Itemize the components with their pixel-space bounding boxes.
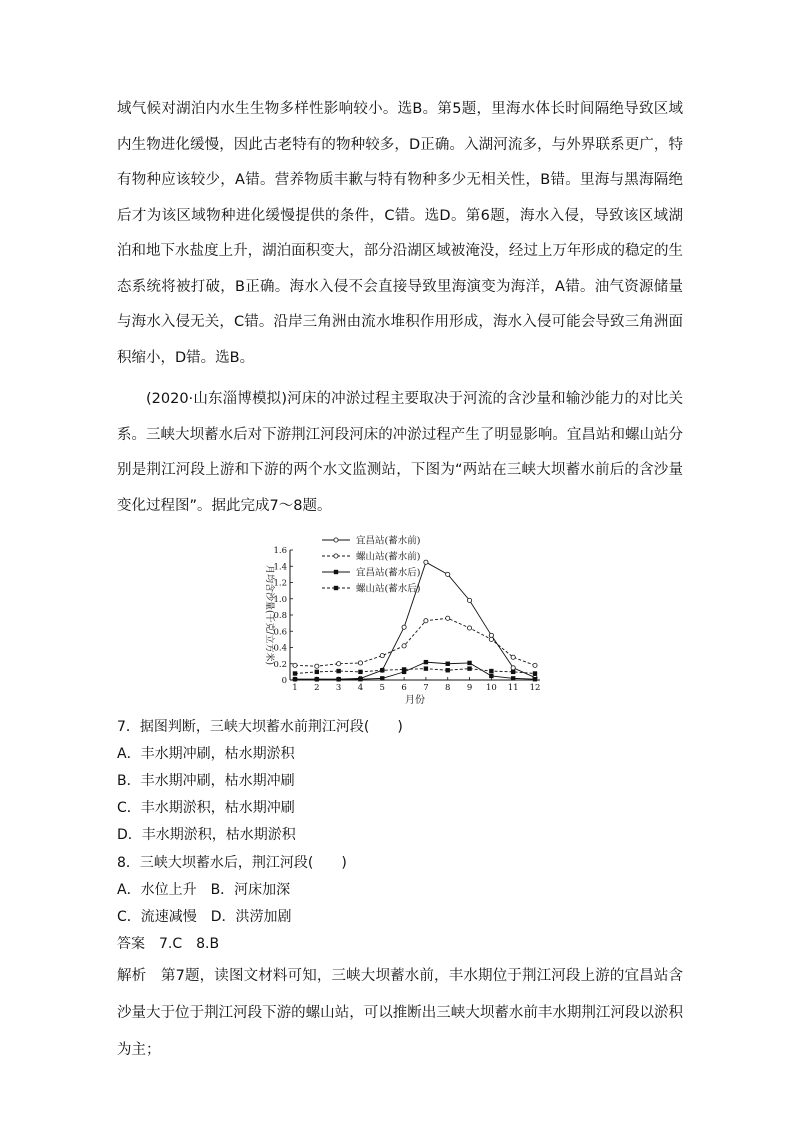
data-point (511, 655, 515, 659)
sediment-chart (250, 530, 555, 710)
legend-label: 宜昌站(蓄水前) (356, 535, 421, 547)
data-point (315, 677, 319, 681)
data-point (402, 667, 406, 671)
question-8-stem: 8．三峡大坝蓄水后，荆江河段( ) (117, 855, 347, 871)
data-point (446, 616, 450, 620)
data-point (402, 644, 406, 648)
x-tick-label: 11 (507, 683, 519, 693)
y-tick-label: 0.6 (273, 627, 287, 638)
analysis-continued-paragraph: 域气候对湖泊内水生生物多样性影响较小。选B。第5题，里海水体长时间隔绝导致区域内生物进化缓慢，因此古老特有的物种较多，D正确。入湖河流多，与外界联系更广，特有物种应该较少，A错。营养物质丰歉与特有物种多少无相关性，B错。里海与黑海隔绝后才为该区域物种进化缓慢提供的条件，C错。选D。第6题，海水入侵，导致该区域湖泊和地下水盐度上升，湖泊面积变大，部分沿湖区域被淹没，经过上万年形成的稳定的生态系统将被打破，B正确。海水入侵不会直接导致里海演变为海洋，A错。油气资源储量与海水入侵无关，C错。沿岸三角洲由流水堆积作用形成，海水入侵可能会导致三角洲面积缩小，D错。选B。 (117, 101, 683, 366)
data-point (533, 677, 537, 681)
q7-option-b[interactable]: B．丰水期冲刷，枯水期冲刷 (117, 773, 295, 789)
data-point (489, 633, 493, 637)
data-point (467, 661, 471, 665)
explanation-paragraph: 解析 第7题，读图文材料可知，三峡大坝蓄水前，丰水期位于荆江河段上游的宜昌站含沙量大于位于荆江河段下游的螺山站，可以推断出三峡大坝蓄水前丰水期荆江河段以淤积为主； (117, 968, 683, 1058)
data-point (446, 668, 450, 672)
y-tick-label: 0 (281, 676, 287, 686)
data-point (293, 671, 297, 675)
data-point (380, 668, 384, 672)
x-tick-label: 6 (401, 683, 407, 693)
series-line-2 (295, 618, 535, 666)
y-tick-label: 1.0 (273, 594, 287, 605)
data-point (424, 666, 428, 670)
y-tick-label: 0.8 (273, 611, 287, 621)
x-tick-label: 9 (466, 683, 473, 693)
y-axis-label: 月均含沙量(千克/立方米) (264, 564, 274, 666)
y-tick-label: 1.6 (273, 546, 287, 556)
data-point (533, 671, 537, 675)
q7-option-a[interactable]: A．丰水期冲刷，枯水期淤积 (117, 746, 295, 762)
y-tick-label: 1.4 (273, 562, 287, 573)
q7-option-c[interactable]: C．丰水期淤积，枯水期冲刷 (117, 800, 295, 816)
y-tick-label: 1.2 (273, 578, 287, 589)
x-tick-label: 2 (314, 683, 320, 693)
data-point (424, 660, 428, 664)
y-tick-label: 0.4 (273, 643, 287, 654)
data-point (380, 654, 384, 658)
answer-line: 答案 7.C 8.B (117, 936, 220, 952)
data-point (489, 674, 493, 678)
data-point (336, 669, 340, 673)
data-point (467, 626, 471, 630)
series-line-1 (295, 562, 535, 679)
data-point (446, 572, 450, 576)
data-point (358, 677, 362, 681)
data-point (337, 662, 341, 666)
data-point (424, 619, 428, 623)
data-point (489, 637, 493, 641)
x-tick-label: 3 (335, 683, 342, 693)
legend-marker (334, 538, 338, 542)
q8-options-cd[interactable]: C．流速减慢 D．洪涝加剧 (117, 909, 292, 925)
data-point (402, 625, 406, 629)
data-point (358, 661, 362, 665)
legend-label: 螺山站(蓄水后) (356, 583, 421, 595)
data-point (293, 663, 297, 667)
x-tick-label: 12 (529, 683, 541, 693)
x-tick-label: 10 (485, 683, 497, 693)
data-point (424, 560, 428, 564)
legend-marker (334, 586, 338, 590)
question-intro-paragraph: (2020·山东淄博模拟)河床的冲淤过程主要取决于河流的含沙量和输沙能力的对比关系。三峡大坝蓄水后对下游荆江河段河床的冲淤过程产生了明显影响。宜昌站和螺山站分别是荆江河段上游和下游的两个水文监测站，下图为“两站在三峡大坝蓄水前后的含沙量变化过程图”。据此完成7～8题。 (117, 391, 683, 514)
data-point (511, 666, 515, 670)
x-tick-label: 8 (445, 683, 451, 693)
data-point (446, 662, 450, 666)
chart-svg (250, 530, 555, 710)
data-point (467, 666, 471, 670)
data-point (533, 663, 537, 667)
data-point (336, 677, 340, 681)
data-point (467, 598, 471, 602)
legend-label: 螺山站(蓄水前) (356, 551, 421, 563)
data-point (511, 670, 515, 674)
data-point (489, 669, 493, 673)
legend-marker (334, 554, 338, 558)
x-axis-label: 月份 (405, 695, 425, 706)
x-tick-label: 4 (357, 683, 364, 693)
data-point (511, 676, 515, 680)
legend-marker (334, 570, 338, 574)
x-tick-label: 5 (379, 683, 385, 693)
chart-legend (322, 535, 420, 595)
x-tick-label: 1 (292, 683, 298, 693)
y-tick-label: 0.2 (273, 659, 287, 670)
series-line-4 (295, 669, 535, 674)
q7-option-d[interactable]: D．丰水期淤积，枯水期淤积 (117, 827, 296, 843)
x-tick-label: 7 (423, 683, 429, 693)
data-point (315, 670, 319, 674)
data-point (293, 677, 297, 681)
data-point (380, 676, 384, 680)
question-7-stem: 7．据图判断，三峡大坝蓄水前荆江河段( ) (117, 719, 403, 735)
data-point (358, 670, 362, 674)
data-point (315, 664, 319, 668)
q8-options-ab[interactable]: A．水位上升 B．河床加深 (117, 882, 291, 898)
legend-label: 宜昌站(蓄水后) (356, 567, 421, 579)
